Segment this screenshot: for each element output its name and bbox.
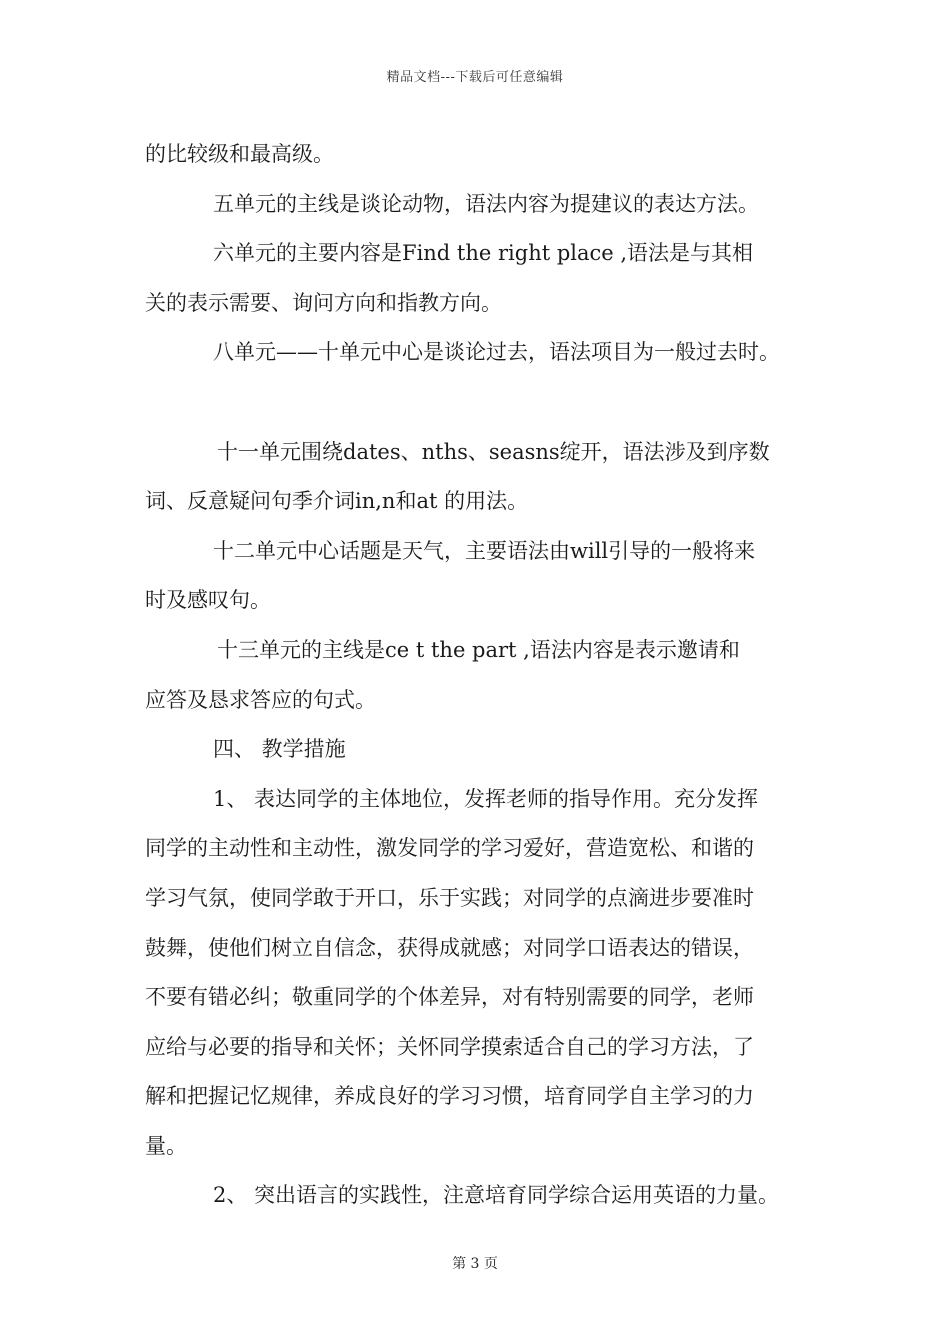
page-number: 第 3 页 (452, 1256, 498, 1272)
paragraph-line: 六单元的主要内容是Find the right place ,语法是与其相 (213, 241, 754, 266)
paragraph-line: 应给与必要的指导和关怀；关怀同学摸索适合自己的学习方法，了 (145, 1034, 754, 1059)
page-header: 精品文档---下载后可任意编辑 (386, 70, 564, 85)
paragraph-line: 八单元——十单元中心是谈论过去，语法项目为一般过去时。 (213, 340, 780, 365)
paragraph-line: 量。 (145, 1133, 187, 1158)
paragraph-line: 同学的主动性和主动性，激发同学的学习爱好，营造宽松、和谐的 (145, 836, 754, 861)
paragraph-line: 十一单元围绕dates、nths、seasns绽开，语法涉及到序数 (217, 439, 770, 464)
paragraph-line: 的比较级和最高级。 (145, 142, 334, 166)
paragraph-line: 不要有错必纠；敬重同学的个体差异，对有特别需要的同学，老师 (145, 985, 754, 1010)
paragraph-line: 十三单元的主线是ce t the part ,语法内容是表示邀请和 (217, 637, 740, 662)
paragraph-line: 十二单元中心话题是天气，主要语法由will引导的一般将来 (213, 538, 756, 563)
section-heading: 四、 教学措施 (213, 737, 346, 762)
paragraph-line: 解和把握记忆规律，养成良好的学习习惯，培育同学自主学习的力 (145, 1084, 754, 1109)
paragraph-line: 五单元的主线是谈论动物，语法内容为提建议的表达方法。 (213, 191, 759, 216)
paragraph-line: 应答及恳求答应的句式。 (145, 687, 376, 712)
paragraph-line: 鼓舞，使他们树立自信念，获得成就感；对同学口语表达的错误， (145, 935, 754, 960)
paragraph-line: 2、 突出语言的实践性，注意培育同学综合运用英语的力量。 (213, 1183, 780, 1208)
paragraph-line: 时及感叹句。 (145, 588, 271, 613)
blank-line (145, 378, 815, 428)
paragraph-line: 1、 表达同学的主体地位，发挥老师的指导作用。充分发挥 (213, 786, 759, 811)
paragraph-line: 词、反意疑问句季介词in,n和at 的用法。 (145, 489, 529, 514)
paragraph-line: 关的表示需要、询问方向和指教方向。 (145, 290, 502, 315)
document-body (145, 130, 815, 1221)
paragraph-line: 学习气氛，使同学敢于开口，乐于实践；对同学的点滴进步要准时 (145, 885, 754, 910)
